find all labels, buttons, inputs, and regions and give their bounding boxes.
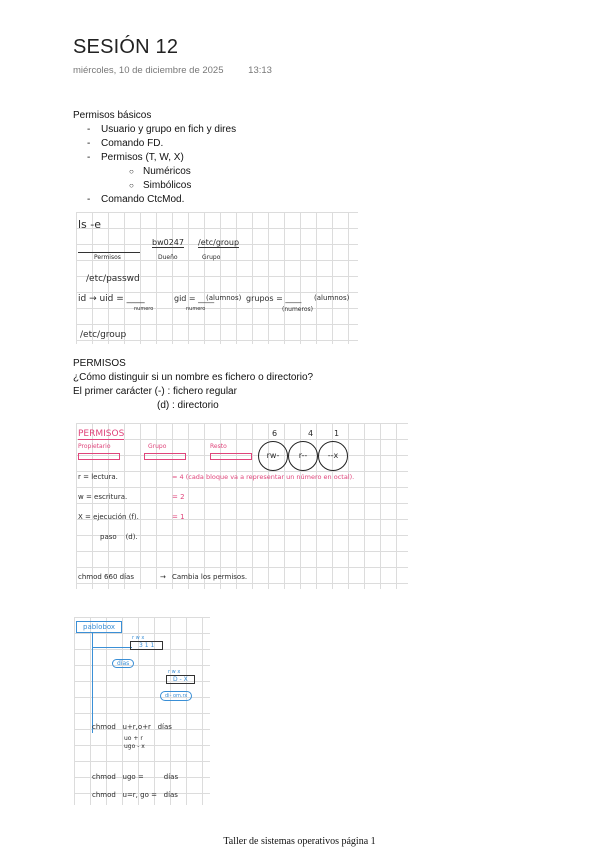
page-time: 13:13	[248, 65, 272, 76]
sketch-label: numero	[134, 306, 154, 312]
sketch-box: pablobox	[76, 621, 122, 633]
perm-circle: r--	[288, 441, 318, 471]
bullet-item: - Usuario y grupo en fich y dires	[73, 123, 553, 137]
sketch-text: /etc/group	[80, 330, 127, 340]
sketch-text: uo + r	[124, 735, 143, 742]
sketch-text: 4	[308, 429, 314, 438]
tree-line	[92, 633, 93, 733]
bit-boxes	[144, 453, 186, 460]
sketch-text: (alumnos)	[206, 294, 242, 302]
sketch-text: w = escritura.	[78, 493, 128, 501]
sketch-text: = 2	[172, 493, 185, 501]
arrow-icon: →	[160, 573, 166, 581]
sketch-text: chmod 660 días	[78, 573, 134, 581]
sub-bullet-item: ○ Simbólicos	[73, 179, 553, 193]
sketch-text: chmod u=r, go = días	[92, 791, 178, 799]
sketch-text: r = lectura.	[78, 473, 118, 481]
bullet-item: - Permisos (T, W, X)	[73, 151, 553, 165]
handwritten-sketch-ls	[76, 212, 358, 344]
sketch-text: bw0247	[152, 238, 184, 247]
sketch-label: Resto	[210, 443, 227, 450]
bit-boxes	[210, 453, 252, 460]
sketch-text: Cambia los permisos.	[172, 573, 248, 581]
section-heading: PERMISOS	[73, 358, 126, 369]
section-permisos-basicos	[73, 109, 553, 207]
sketch-text: id → uid = ____	[78, 294, 145, 304]
sketch-text: /etc/group	[198, 238, 240, 247]
sketch-label: Grupo	[202, 254, 221, 261]
sketch-text: 6	[272, 429, 278, 438]
handwritten-sketch-chmod	[74, 617, 210, 805]
page-title: SESIÓN 12	[73, 36, 179, 58]
sketch-label: numero	[186, 306, 206, 312]
sketch-text: chmod u+r,o+r días	[92, 723, 172, 731]
sketch-text: = 1	[172, 513, 185, 521]
sketch-text: (alumnos)	[314, 294, 350, 302]
bullet-item: - Comando FD.	[73, 137, 553, 151]
sketch-text: /etc/passwd	[86, 274, 140, 284]
perm-circle: rw-	[258, 441, 288, 471]
sketch-title: PERMISOS	[78, 429, 125, 439]
sketch-text: ugo - x	[124, 743, 145, 750]
bit-boxes	[78, 453, 120, 460]
sketch-text: X = ejecución (f).	[78, 513, 139, 521]
question-text: ¿Cómo distinguir si un nombre es fichero o directorio?	[73, 372, 314, 383]
perm-circle: --x	[318, 441, 348, 471]
sketch-box: 3 1 1	[130, 641, 163, 650]
bullet-list	[73, 123, 553, 207]
sketch-text: = 4 (cada bloque va a representar un número en octal).	[172, 473, 355, 481]
sketch-text: chmod ugo = días	[92, 773, 179, 781]
sketch-text: gid = ____	[174, 294, 215, 303]
sketch-label: r w x	[132, 635, 145, 641]
underline	[78, 252, 140, 253]
page-date: miércoles, 10 de diciembre de 2025	[73, 65, 224, 76]
sketch-label: Permisos	[94, 254, 121, 261]
sketch-text: paso (d).	[100, 533, 138, 541]
sketch-label: r w x	[168, 669, 181, 675]
sketch-oval: días	[112, 659, 134, 668]
answer-text: El primer carácter (-) : fichero regular	[73, 386, 237, 397]
page-footer: Taller de sistemas operativos página 1	[223, 836, 376, 847]
sub-bullet-item: ○ Numéricos	[73, 165, 553, 179]
sketch-oval: di- om.rx	[160, 691, 192, 701]
sketch-label: (numeros)	[282, 306, 313, 313]
page-meta	[73, 65, 272, 76]
sketch-text: 1	[334, 429, 340, 438]
tree-line	[92, 647, 132, 648]
section-heading: Permisos básicos	[73, 110, 152, 121]
sketch-label: Propietario	[78, 443, 111, 450]
answer-text: (d) : directorio	[157, 400, 219, 411]
bullet-item: - Comando CtcMod.	[73, 193, 553, 207]
handwritten-sketch-permisos	[76, 423, 408, 589]
sketch-text: ls -e	[78, 218, 102, 231]
sketch-label: Dueño	[158, 254, 178, 261]
section-permisos	[73, 357, 573, 413]
sketch-label: Grupo	[148, 443, 167, 450]
sketch-text: grupos = ____	[246, 294, 302, 303]
sketch-box: D - X	[166, 675, 195, 684]
